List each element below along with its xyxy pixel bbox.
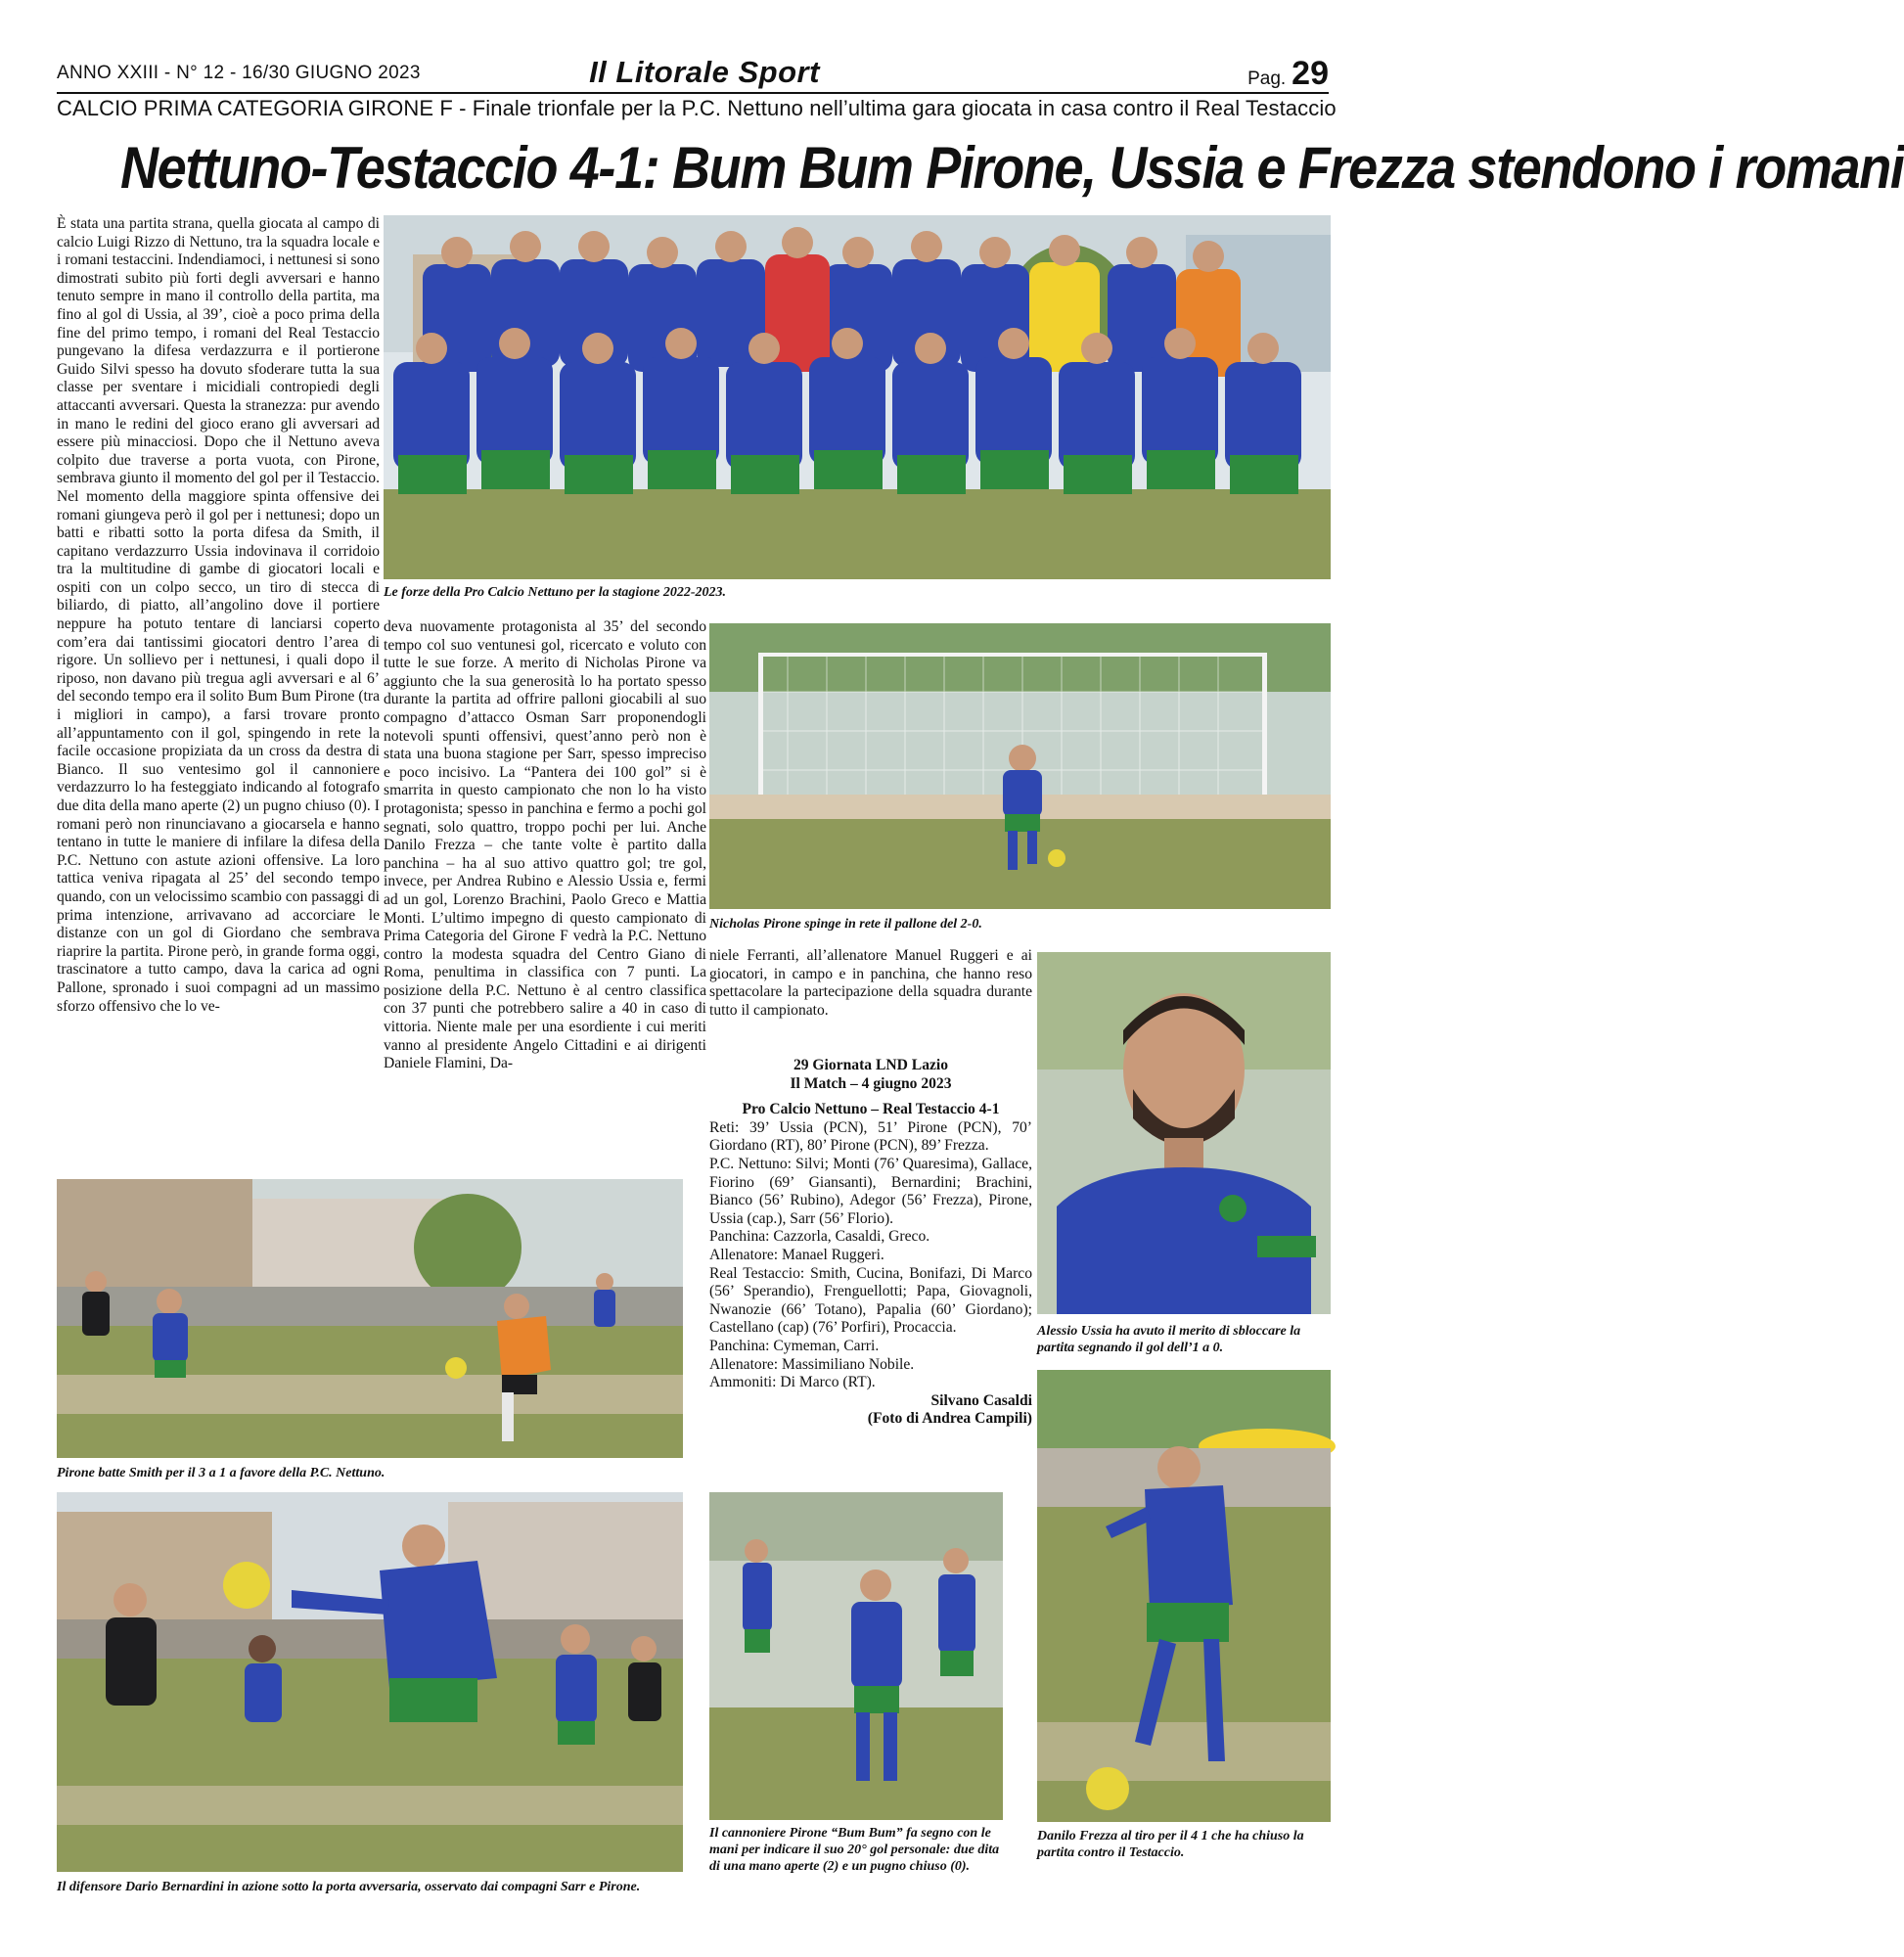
pirone-goal-photo	[709, 623, 1331, 909]
masthead: Il Litorale Sport	[589, 55, 820, 89]
page-label: Pag.	[1247, 68, 1287, 89]
match-date: Il Match – 4 giugno 2023	[790, 1074, 952, 1092]
bernardini-caption: Il difensore Dario Bernardini in azione sotto la porta avversaria, osservato dai compagni Sarr e Pirone.	[57, 1880, 641, 1894]
match-line: Allenatore: Manael Ruggeri.	[709, 1246, 884, 1263]
match-line: Panchina: Cazzorla, Casaldi, Greco.	[709, 1228, 930, 1246]
match-line: Allenatore: Massimiliano Nobile.	[709, 1355, 915, 1373]
ussia-photo	[1037, 952, 1331, 1314]
pirone-smith-caption: Pirone batte Smith per il 3 a 1 a favore della P.C. Nettuno.	[57, 1466, 385, 1480]
article-text-2: deva nuovamente protagonista al 35’ del secondo tempo col suo ventunesi gol, ricercato e voluto con tutte le sue forze. A merito di Nicholas Pirone va aggiunto che la sua generosità lo ha portato spesso durante la partita ad offrire palloni giocabili al suo compagno d’attacco Osman Sarr proponendogli notevoli spunti offensivi, quest’anno però non è stata una buona stagione per Sarr, spesso impreciso e poco incisivo. La “Pantera dei 100 gol” si è smarrita in questo campionato che non lo ha visto protagonista; spesso in panchina e fermo a pochi gol segnati, solo quattro, troppo pochi per lui. Anche Danilo Frezza – che tante volte è partito dalla panchina – ha al suo attivo quattro gol; tre gol, invece, per Andrea Rubino e Alessio Ussia e, fermi ad un gol, Lorenzo Brachini, Paolo Greco e Mattia Monti. L’ultimo impegno di questo campionato di Prima Categoria del Girone F vedrà la P.C. Nettuno contro la modesta squadra del Centro Giano di Roma, penultima in classifica con 7 punti. La posizione della P.C. Nettuno è al centro classifica con 37 punti che potrebbero salire a 40 in caso di vittoria. Niente male per una esordiente i cui meriti vanno al presidente Angelo Cittadini e ai dirigenti Daniele Flamini, Da-	[384, 618, 706, 1072]
pirone-smith-photo	[57, 1179, 683, 1458]
match-line: Real Testaccio: Smith, Cucina, Bonifazi, Di Marco (56’ Sperandio), Frenguellotti; Papa, Giovagnoli, Nwanozie (66’ Totano), Papalia (60’ Giordano); Castellano (cap) (76’ Porfiri), Procaccia.	[709, 1264, 1032, 1337]
issue-info: ANNO XXIII - N° 12 - 16/30 GIUGNO 2023	[57, 63, 421, 83]
bumbum-caption: Il cannoniere Pirone “Bum Bum” fa segno con le mani per indicare il suo 20° gol personale: due dita di una mano aperte (2) e un pugno chiuso (0).	[709, 1826, 1000, 1874]
author: Silvano Casaldi	[930, 1391, 1032, 1409]
match-title: Pro Calcio Nettuno – Real Testaccio 4-1	[742, 1101, 1000, 1118]
headline: Nettuno-Testaccio 4-1: Bum Bum Pirone, Ussia e Frezza stendono i romani	[120, 135, 1904, 201]
ussia-caption: Alessio Ussia ha avuto il merito di sbloccare la partita segnando il gol dell’1 a 0.	[1037, 1324, 1301, 1355]
pirone-goal-caption: Nicholas Pirone spinge in rete il pallone del 2-0.	[709, 917, 982, 932]
article-column-3	[709, 947, 1032, 1045]
header-rule	[57, 92, 1329, 94]
team-photo-caption: Le forze della Pro Calcio Nettuno per la stagione 2022-2023.	[384, 585, 726, 600]
article-column-1	[57, 215, 380, 1194]
article-column-2	[384, 618, 706, 1166]
match-line: Ammoniti: Di Marco (RT).	[709, 1374, 876, 1391]
match-line: Panchina: Cymeman, Carri.	[709, 1337, 880, 1354]
match-line: Reti: 39’ Ussia (PCN), 51’ Pirone (PCN), 70’ Giordano (RT), 80’ Pirone (PCN), 89’ Frezza.	[709, 1118, 1032, 1155]
page-number-block	[1247, 55, 1329, 93]
photo-credit: (Foto di Andrea Campili)	[867, 1410, 1032, 1428]
frezza-photo	[1037, 1370, 1331, 1822]
article-text-3: niele Ferranti, all’allenatore Manuel Ruggeri e ai giocatori, in campo e in panchina, che hanno reso spettacolare la partecipazione della squadra durante tutto il campionato.	[709, 947, 1032, 1019]
bumbum-photo	[709, 1492, 1003, 1820]
team-photo	[384, 215, 1331, 579]
match-round: 29 Giornata LND Lazio	[793, 1057, 949, 1073]
kicker: CALCIO PRIMA CATEGORIA GIRONE F - Finale trionfale per la P.C. Nettuno nell’ultima gara giocata in casa contro il Real Testaccio	[57, 96, 1337, 120]
match-line: P.C. Nettuno: Silvi; Monti (76’ Quaresima), Gallace, Fiorino (69’ Giansanti), Bernardini; Brachini, Bianco (56’ Rubino), Adegor (56’ Frezza), Pirone, Ussia (cap.), Sarr (56’ Florio).	[709, 1155, 1032, 1227]
page-number: 29	[1292, 55, 1329, 92]
bernardini-photo	[57, 1492, 683, 1872]
match-info-box	[709, 1057, 1032, 1473]
frezza-caption: Danilo Frezza al tiro per il 4 1 che ha chiuso la partita contro il Testaccio.	[1037, 1829, 1304, 1860]
article-text-1: È stata una partita strana, quella giocata al campo di calcio Luigi Rizzo di Nettuno, tra la squadra locale e i romani testaccini. Indendiamoci, i nettunesi si sono dimostrati subito più forti degli avversari e hanno tenuto sempre in mano il controllo della partita, ma fino al gol di Ussia, al 39’, cioè a poco prima della fine del primo tempo, i romani del Real Testaccio pungevano la difesa verdazzurra e il portierone Guido Silvi spesso ha dovuto sfoderare tutta la sua classe per sventare i micidiali contropiedi degli attaccanti avversari. Questa la stranezza: pur avendo in mano le redini del gioco erano gli avversari ad essere più minacciosi. Dopo che il Nettuno aveva colpito due traverse a porta vuota, con Pirone, sembrava giunto il momento del gol per il Testaccio. Nel momento della maggiore spinta offensive dei romani giungeva però il gol per i nettunesi; dopo un batti e ribatti sotto la porta difesa da Smith, il capitano verdazzurro Ussia indovinava il corridoio tra la multitudine di gambe di giocatori locali e ospiti con un colpo secco, un tiro di stecca di biliardo, di piatto, all’angolino dove il portiere neppure ha potuto tentare di lanciarsi coperto com’era dai tantissimi giocatori dentro l’area di rigore. Un sollievo per i nettunesi, i quali dopo il riposo, non davano più tregua agli avversari e al 6’ del secondo tempo era il solito Bum Bum Pirone (tra i migliori in campo), a farsi trovare pronto all’appuntamento con il gol, spingendo in rete la facile occasione propiziata da un cross da destra di Bianco. Il suo ventesimo gol il cannoniere verdazzurro lo ha festeggiato indicando al fotografo due dita della mano aperte (2) un pugno chiuso (0). I romani però non rinunciavano a giocarsela e hanno tentano in tutte le maniere di infilare la difesa della P.C. Nettuno con astute azioni offensive. La loro tattica veniva ripagata al 25’ del secondo tempo quando, con un velocissimo scambio con passaggi di prima intenzione, arrivavano ad accorciare le distanze con un gol di Giordano che sembrava riaprire la partita. Pirone però, in grande forma oggi, trascinatore a tutto campo, dava la carica ad ogni Pallone, spronado i suoi compagni ad un massimo sforzo offensivo che lo ve-	[57, 215, 381, 1015]
